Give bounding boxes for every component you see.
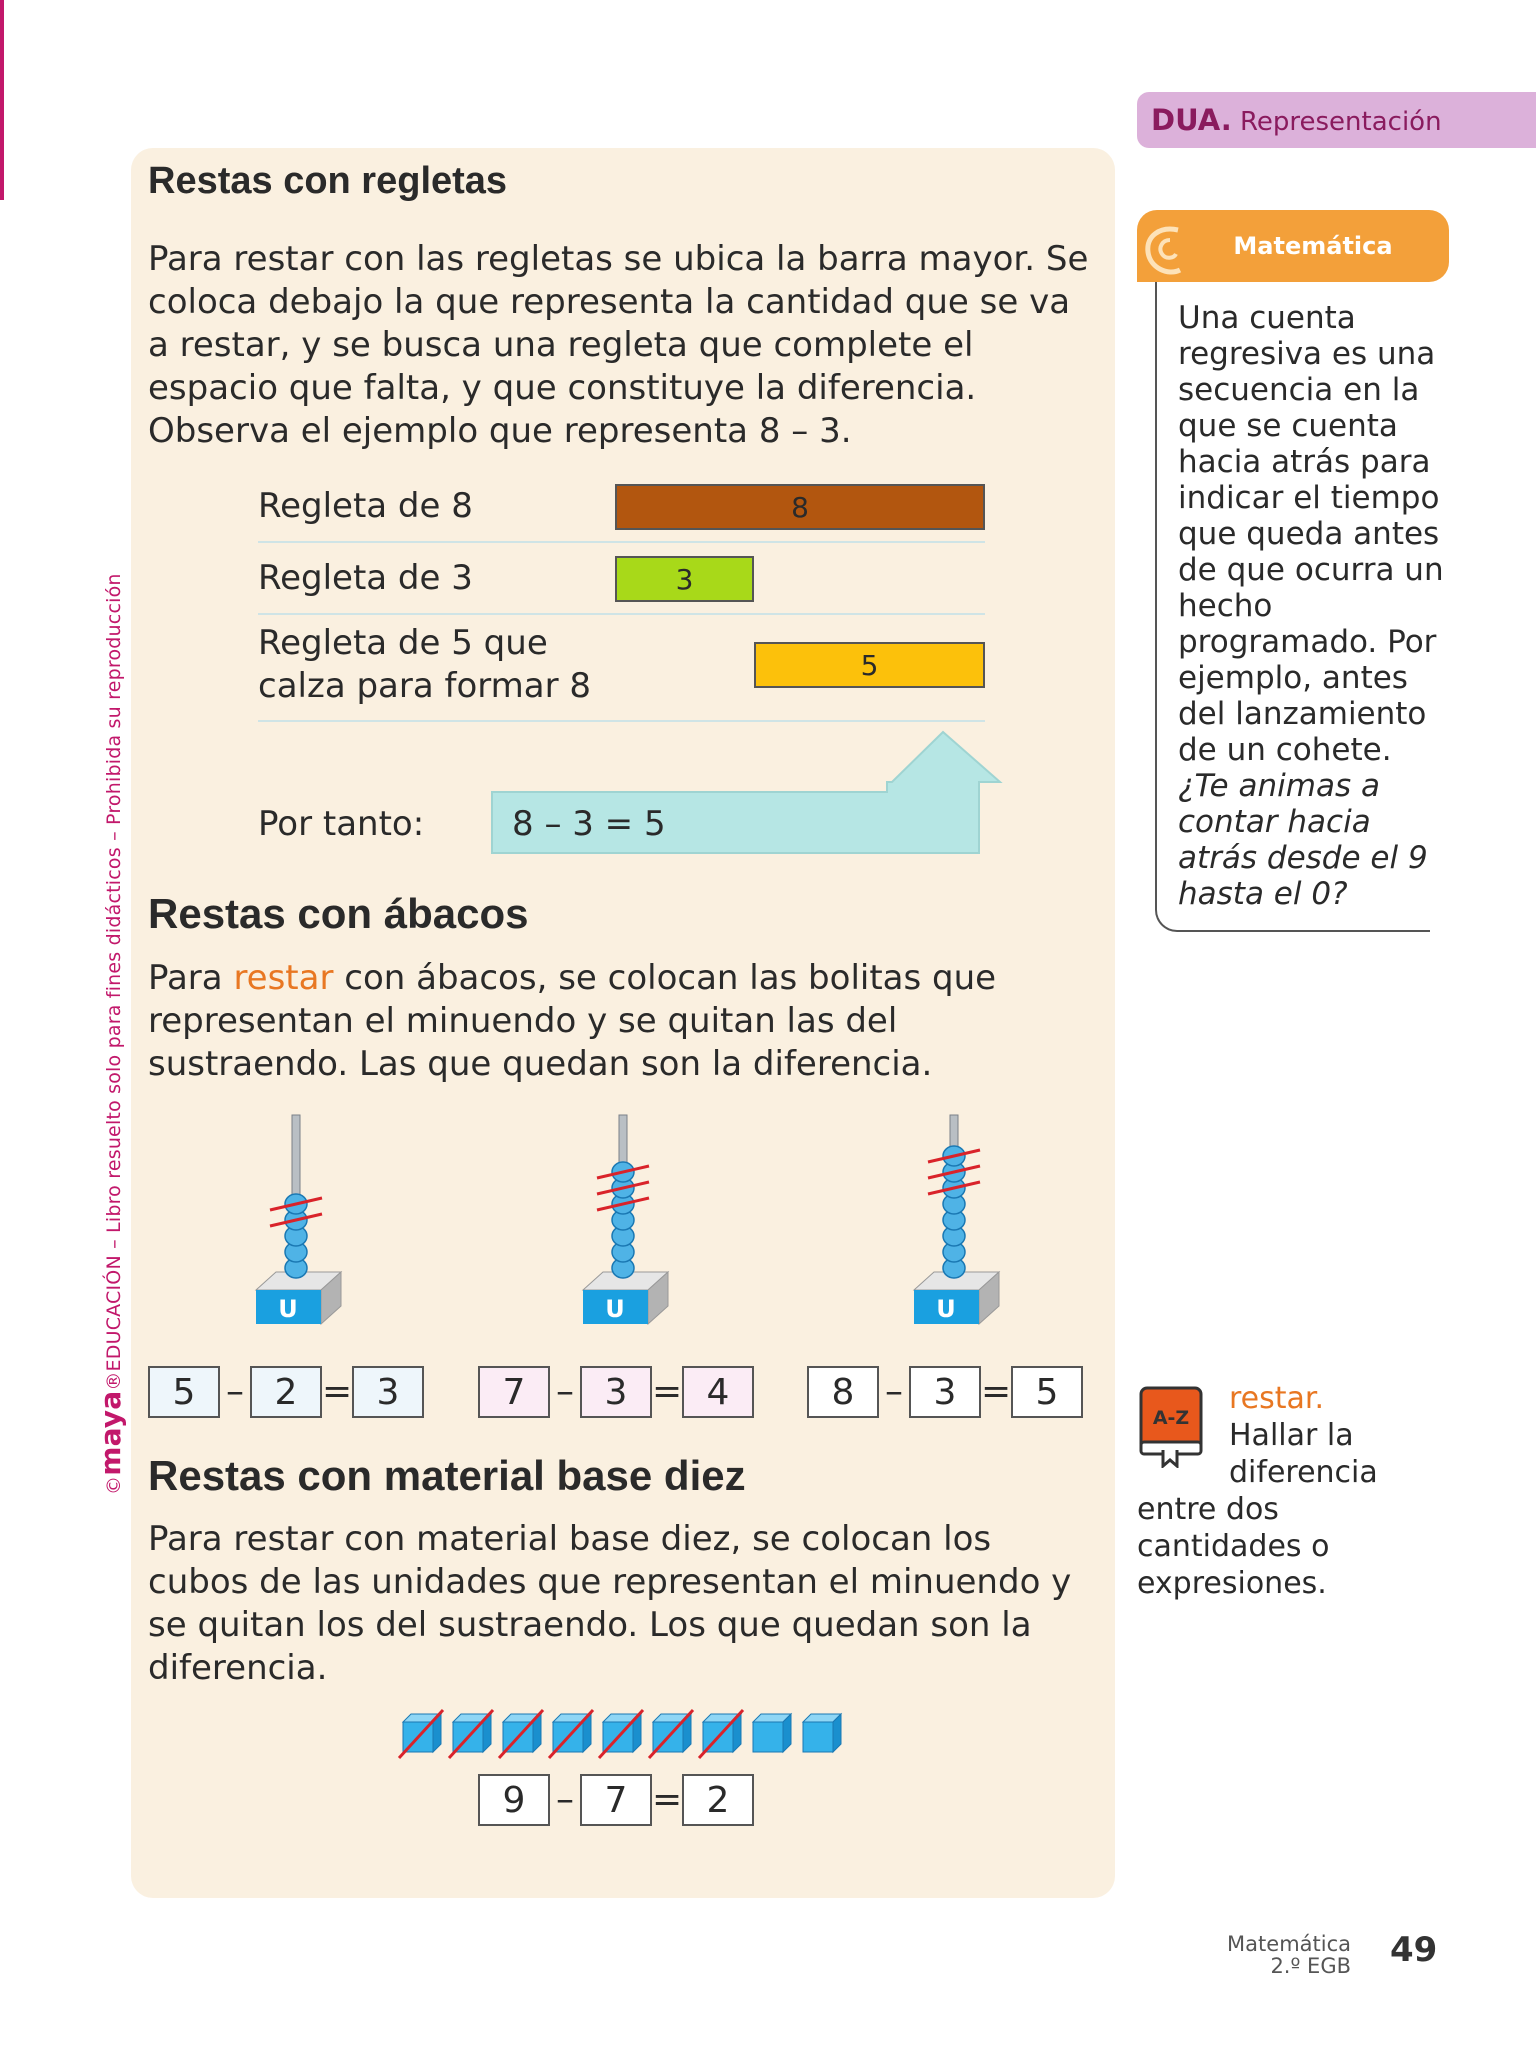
eq-box-a: 9: [478, 1774, 550, 1826]
cube-front: [803, 1722, 833, 1752]
unit-cube: [499, 1710, 543, 1758]
equals-sign: =: [652, 1371, 683, 1412]
abacus-equation-2: [478, 1366, 754, 1418]
regleta-bar-5: 5: [754, 642, 985, 688]
glossary-line: diferencia: [1229, 1455, 1378, 1490]
left-edge-bar: [0, 0, 4, 200]
base-diez-equation: [478, 1774, 754, 1826]
eq-box-a: 5: [148, 1366, 220, 1418]
cube-front: [753, 1722, 783, 1752]
copyright-notice: ©maya®EDUCACIÓN – Libro resuelto solo para fines didácticos – Prohibida su reproducción: [94, 573, 127, 1495]
eq-box-b: 3: [580, 1366, 652, 1418]
divider: [258, 720, 985, 722]
abacus-illustrations: [140, 1100, 1120, 1350]
eq-box-c: 2: [682, 1774, 754, 1826]
unit-cube: [599, 1710, 643, 1758]
minus-sign: –: [885, 1371, 903, 1412]
glossary-term: restar.: [1229, 1381, 1325, 1416]
unit-cube: [649, 1710, 693, 1758]
eq-box-b: 3: [909, 1366, 981, 1418]
eq-box-b: 2: [250, 1366, 322, 1418]
abacus-3: [914, 1115, 999, 1324]
unit-cube: [399, 1710, 443, 1758]
dictionary-book-icon: [1137, 1386, 1207, 1468]
equals-sign: =: [981, 1371, 1012, 1412]
matematica-text: Una cuenta regresiva es una secuencia en la que se cuenta hacia atrás para indicar el tiempo que queda antes de que ocurra un hecho programado. Por ejemplo, antes del lanzamiento de un cohete. ¿Te animas a contar hacia atrás desde el 9 hasta el 0?: [1178, 300, 1444, 912]
divider: [258, 613, 985, 615]
units-label: U: [278, 1295, 298, 1323]
unit-cube: [549, 1710, 593, 1758]
unit-cube: [753, 1714, 791, 1752]
unit-cube: [449, 1710, 493, 1758]
eq-box-c: 4: [682, 1366, 754, 1418]
curl-icon: [1140, 222, 1190, 282]
unit-cube: [699, 1710, 743, 1758]
divider: [258, 541, 985, 543]
minus-sign: –: [556, 1779, 574, 1820]
matematica-tab: Matemática: [1137, 210, 1449, 282]
eq-box-c: 3: [352, 1366, 424, 1418]
abacus-2: [583, 1115, 668, 1324]
regleta-bar-3: 3: [615, 556, 754, 602]
regleta-label-5-line1: Regleta de 5 que: [258, 623, 548, 663]
section-title-base-diez: Restas con material base diez: [148, 1452, 746, 1499]
equals-sign: =: [322, 1371, 353, 1412]
section-title-abacos: Restas con ábacos: [148, 890, 529, 937]
eq-box-c: 5: [1011, 1366, 1083, 1418]
result-label: Por tanto:: [258, 804, 425, 844]
footer-subject-name: Matemática: [1227, 1932, 1351, 1956]
regleta-label-8: Regleta de 8: [258, 486, 473, 526]
abacus-1: [256, 1115, 341, 1324]
units-label: U: [605, 1295, 625, 1323]
keyword-restar: restar: [233, 958, 334, 998]
footer-subject: [1227, 1933, 1351, 1977]
abacus-equation-3: [807, 1366, 1083, 1418]
regletas-paragraph: Para restar con las regletas se ubica la barra mayor. Se coloca debajo la que representa la cantidad que se va a restar, y se busca una regleta que complete el espacio que falta, y que constituye la diferencia. Observa el ejemplo que representa 8 – 3.: [148, 239, 1089, 451]
glossary-definition-rest: entre dos cantidades o expresiones.: [1137, 1492, 1330, 1601]
minus-sign: –: [226, 1371, 244, 1412]
base-diez-paragraph: Para restar con material base diez, se colocan los cubos de las unidades que representan el minuendo y se quitan los del sustraendo. Los que quedan son la diferencia.: [148, 1519, 1072, 1688]
matematica-question: ¿Te animas a contar hacia atrás desde el 9 hasta el 0?: [1178, 768, 1428, 912]
glossary-definition-top: [1229, 1380, 1378, 1491]
eq-box-a: 8: [807, 1366, 879, 1418]
regleta-bar-8: 8: [615, 484, 985, 530]
glossary-line: Hallar la: [1229, 1418, 1354, 1453]
regleta-label-3: Regleta de 3: [258, 558, 473, 598]
unit-cubes: [395, 1706, 855, 1766]
regleta-label-5: [258, 622, 591, 708]
result-expression: 8 – 3 = 5: [512, 804, 666, 844]
eq-box-a: 7: [478, 1366, 550, 1418]
unit-cube: [803, 1714, 841, 1752]
footer-grade: 2.º EGB: [1270, 1954, 1351, 1978]
minus-sign: –: [556, 1371, 574, 1412]
eq-box-b: 7: [580, 1774, 652, 1826]
units-label: U: [936, 1295, 956, 1323]
equals-sign: =: [652, 1779, 683, 1820]
dictionary-icon-text: A-Z: [1152, 1407, 1190, 1429]
dua-tag: DUA. Representación: [1137, 92, 1536, 148]
section-title-regletas: Restas con regletas: [148, 160, 508, 202]
page-number: 49: [1390, 1930, 1438, 1970]
regleta-label-5-line2: calza para formar 8: [258, 666, 592, 706]
abacus-equation-1: [148, 1366, 424, 1418]
abacos-paragraph: Para restar con ábacos, se colocan las bolitas que representan el minuendo y se quitan las del sustraendo. Las que quedan son la diferencia.: [148, 958, 997, 1084]
